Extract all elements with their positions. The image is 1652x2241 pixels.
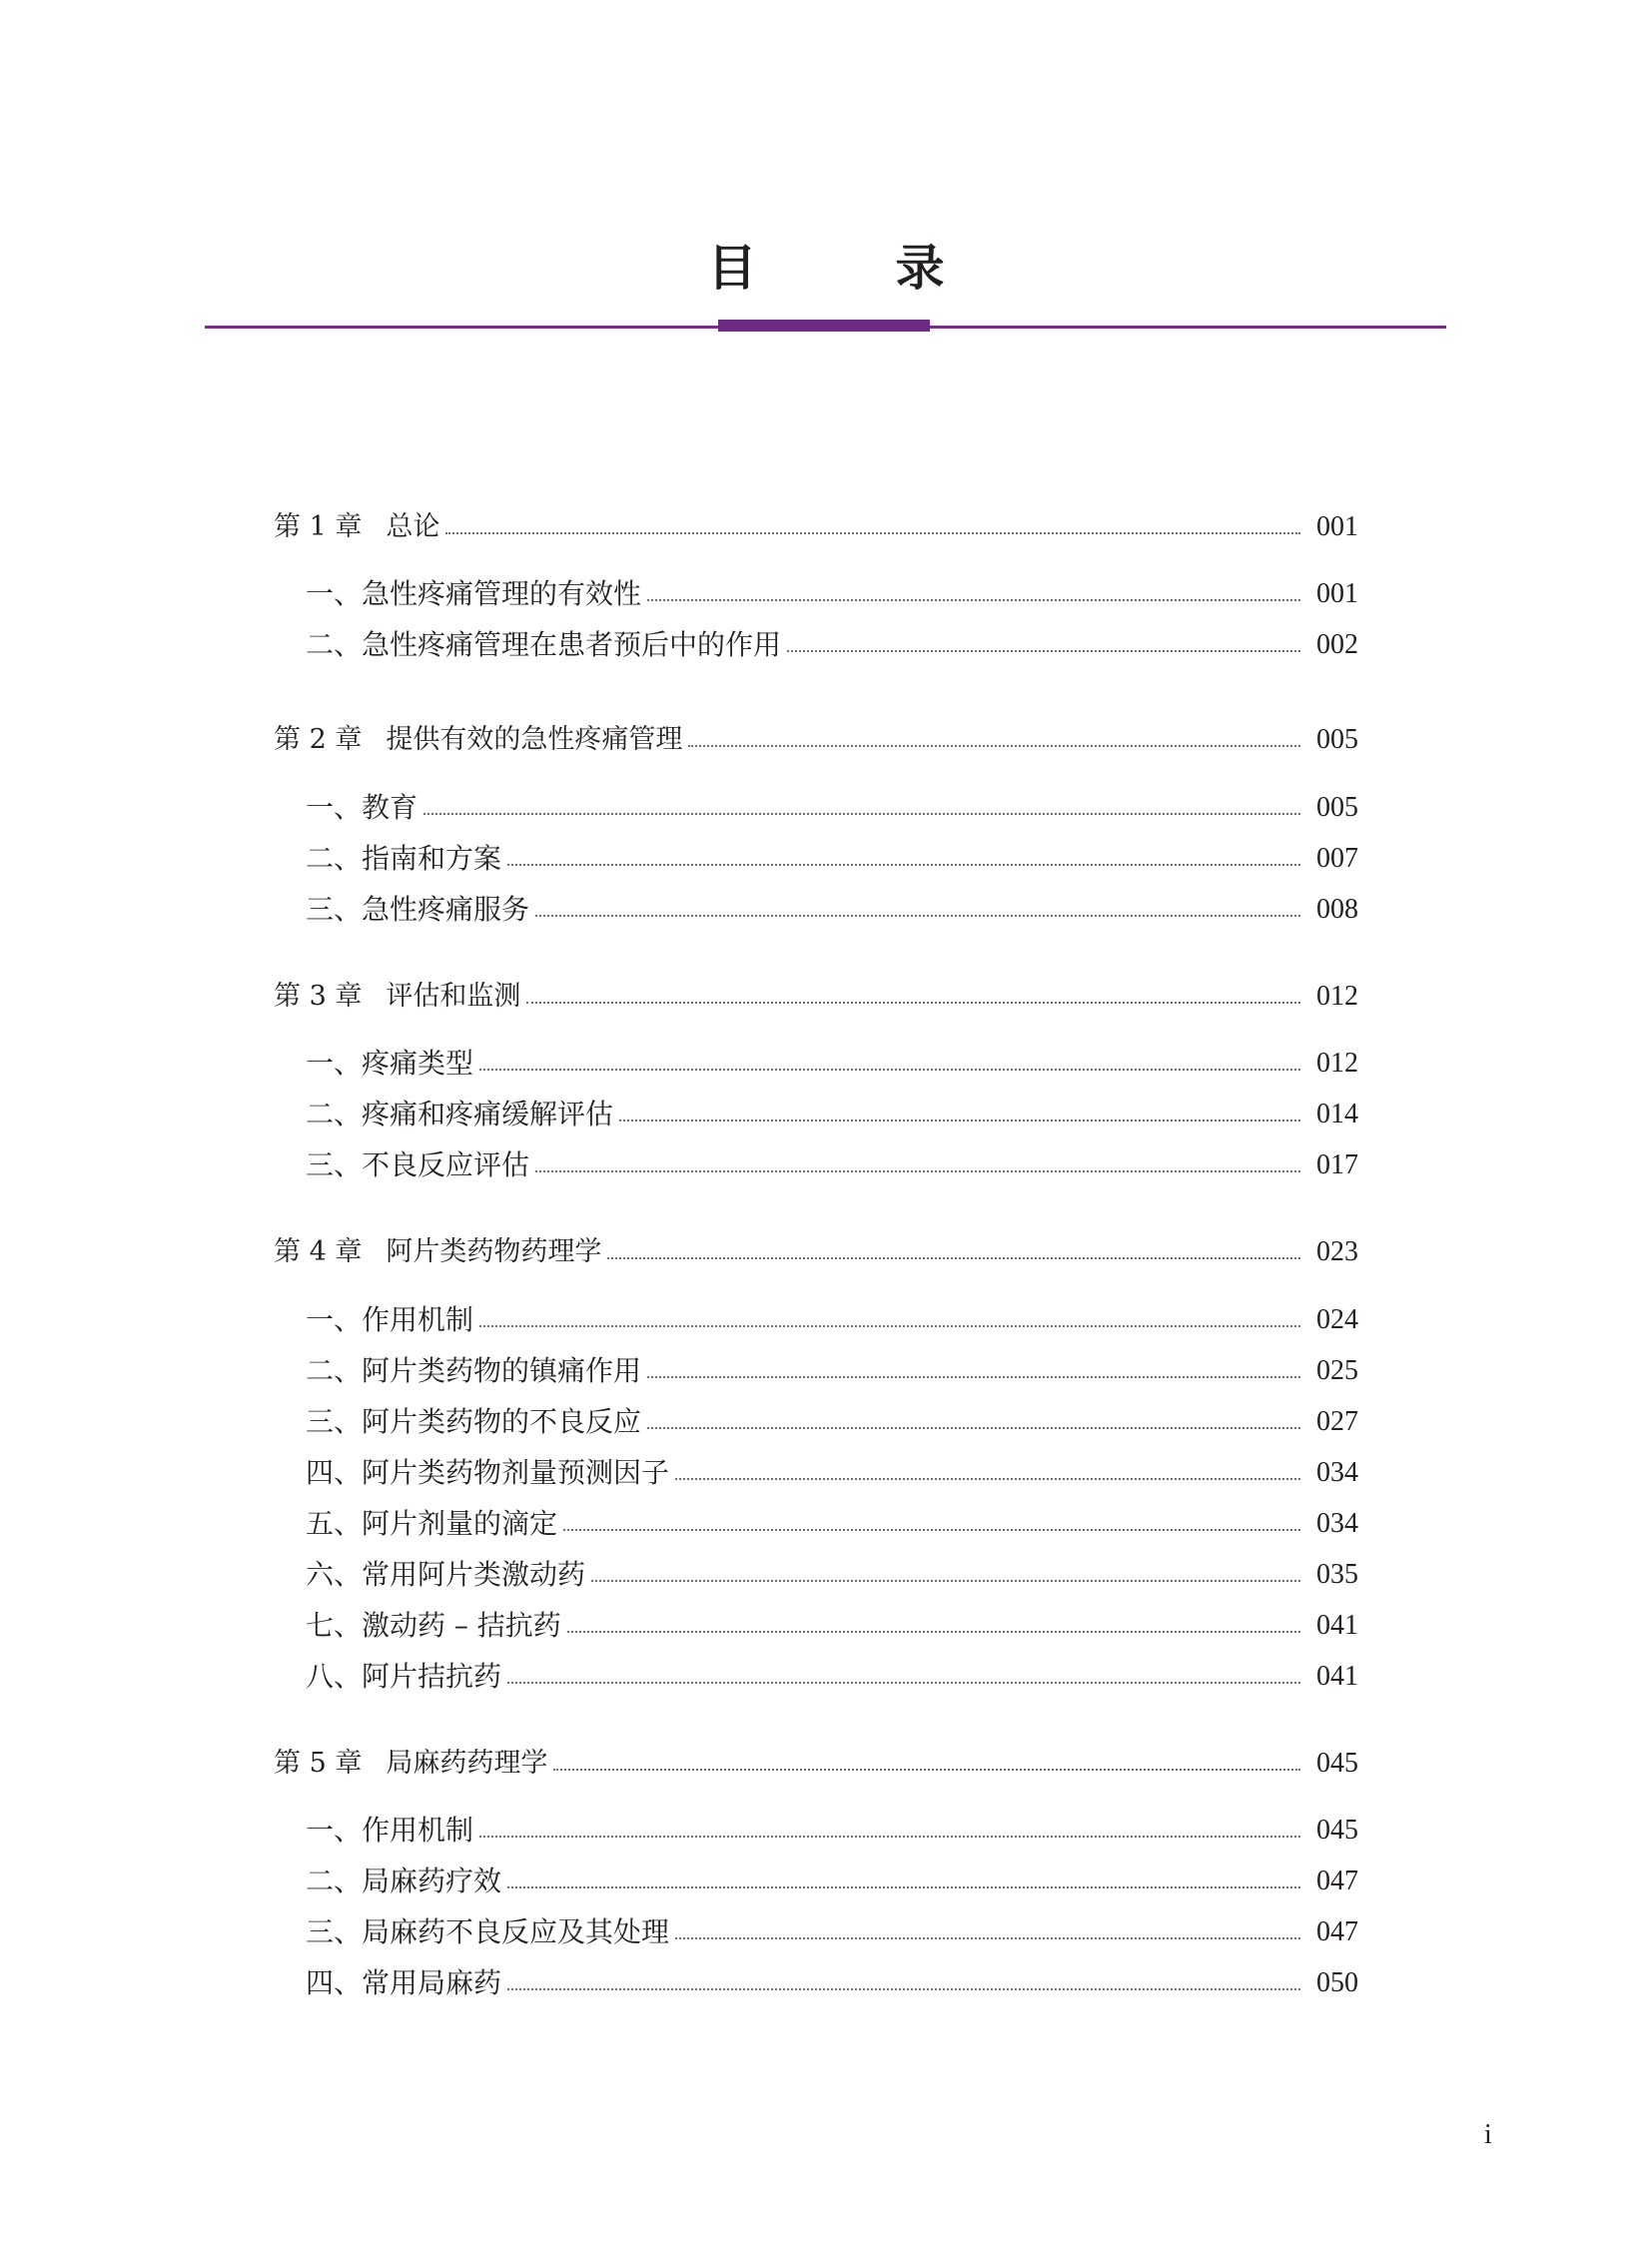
toc-page-number: 045	[1316, 1748, 1358, 1779]
toc-page-number: 005	[1316, 792, 1358, 823]
section-label: 二、急性疼痛管理在患者预后中的作用	[306, 628, 782, 661]
toc-page-number: 012	[1316, 1048, 1358, 1079]
chapter-number: 第 3 章	[274, 981, 363, 1012]
toc-section-entry[interactable]	[0, 619, 1652, 663]
toc-page-number: 014	[1316, 1099, 1358, 1129]
toc-section-entry[interactable]	[0, 1651, 1652, 1695]
chapter-number: 第 4 章	[274, 1236, 363, 1267]
toc-section-entry[interactable]	[0, 1549, 1652, 1593]
dot-leader	[563, 1529, 1300, 1531]
toc-section-entry[interactable]	[0, 1957, 1652, 2001]
toc-page-number: 001	[1316, 511, 1358, 542]
section-label: 一、急性疼痛管理的有效性	[306, 577, 642, 610]
toc-page-number: 035	[1316, 1559, 1358, 1590]
toc-page-number: 024	[1316, 1304, 1358, 1335]
section-label: 一、作用机制	[306, 1303, 474, 1336]
dot-leader	[619, 1120, 1300, 1121]
chapter-label	[0, 509, 439, 545]
chapter-title: 评估和监测	[386, 981, 521, 1012]
section-label: 一、教育	[306, 791, 418, 824]
dot-leader	[675, 1478, 1300, 1480]
dot-leader	[507, 1682, 1300, 1684]
toc-section-entry[interactable]	[0, 1906, 1652, 1950]
toc-section-entry[interactable]	[0, 1600, 1652, 1644]
toc-section-entry[interactable]	[0, 1139, 1652, 1183]
dot-leader	[445, 532, 1300, 534]
toc-section-entry[interactable]	[0, 1447, 1652, 1491]
dot-leader	[535, 1170, 1300, 1172]
dot-leader	[507, 1988, 1300, 1990]
page-title: 目 录	[707, 239, 990, 297]
section-label: 四、阿片类药物剂量预测因子	[306, 1456, 670, 1489]
toc-section-entry[interactable]	[0, 1498, 1652, 1542]
section-label: 四、常用局麻药	[306, 1966, 502, 1999]
dot-leader	[647, 1376, 1300, 1378]
toc-page-number: 041	[1316, 1610, 1358, 1641]
dot-leader	[479, 1069, 1300, 1071]
section-label: 六、常用阿片类激动药	[306, 1558, 586, 1591]
toc-section-entry[interactable]	[0, 1038, 1652, 1082]
toc-chapter-entry[interactable]	[0, 971, 1652, 1015]
chapter-number: 第 1 章	[274, 511, 363, 542]
section-label: 三、阿片类药物的不良反应	[306, 1405, 642, 1438]
chapter-label	[0, 1746, 547, 1782]
toc-section-entry[interactable]	[0, 1396, 1652, 1440]
toc-section-entry[interactable]	[0, 1805, 1652, 1849]
toc-page-number: 034	[1316, 1457, 1358, 1488]
chapter-label	[0, 1234, 601, 1270]
dot-leader	[607, 1257, 1300, 1259]
chapter-title: 总论	[386, 511, 440, 542]
section-label: 二、疼痛和疼痛缓解评估	[306, 1098, 614, 1130]
dot-leader	[647, 599, 1300, 601]
section-label: 五、阿片剂量的滴定	[306, 1507, 558, 1540]
dot-leader	[526, 1002, 1300, 1004]
dot-leader	[591, 1580, 1300, 1582]
section-label: 一、疼痛类型	[306, 1047, 474, 1080]
dot-leader	[423, 813, 1300, 815]
dot-leader	[553, 1769, 1300, 1771]
toc-page-number: 047	[1316, 1916, 1358, 1947]
toc-page-number: 023	[1316, 1236, 1358, 1267]
toc-page-number: 025	[1316, 1355, 1358, 1386]
chapter-title: 阿片类药物药理学	[386, 1236, 602, 1267]
toc-section-entry[interactable]	[0, 568, 1652, 612]
chapter-title: 提供有效的急性疼痛管理	[386, 724, 683, 755]
section-label: 二、局麻药疗效	[306, 1865, 502, 1897]
toc-page-number: 017	[1316, 1149, 1358, 1180]
dot-leader	[507, 864, 1300, 866]
section-label: 三、不良反应评估	[306, 1148, 530, 1181]
dot-leader	[675, 1937, 1300, 1939]
toc-section-entry[interactable]	[0, 1294, 1652, 1338]
section-label: 三、局麻药不良反应及其处理	[306, 1915, 670, 1948]
chapter-number: 第 2 章	[274, 724, 363, 755]
toc-section-entry[interactable]	[0, 833, 1652, 877]
toc-page-number: 012	[1316, 981, 1358, 1012]
page-number: i	[1484, 2119, 1492, 2150]
section-label: 二、指南和方案	[306, 842, 502, 875]
dot-leader	[688, 745, 1300, 747]
toc-page-number: 005	[1316, 724, 1358, 755]
toc-page-number: 002	[1316, 629, 1358, 660]
toc-page-number: 047	[1316, 1866, 1358, 1896]
chapter-label	[0, 979, 520, 1015]
dot-leader	[647, 1427, 1300, 1429]
dot-leader	[535, 915, 1300, 917]
toc-section-entry[interactable]	[0, 884, 1652, 928]
section-label: 三、急性疼痛服务	[306, 893, 530, 926]
section-label: 八、阿片拮抗药	[306, 1660, 502, 1693]
dot-leader	[479, 1836, 1300, 1838]
chapter-title: 局麻药药理学	[386, 1748, 548, 1779]
chapter-number: 第 5 章	[274, 1748, 363, 1779]
toc-chapter-entry[interactable]	[0, 1738, 1652, 1782]
section-label: 一、作用机制	[306, 1814, 474, 1847]
toc-section-entry[interactable]	[0, 782, 1652, 826]
toc-chapter-entry[interactable]	[0, 501, 1652, 545]
toc-page-number: 041	[1316, 1661, 1358, 1692]
toc-section-entry[interactable]	[0, 1345, 1652, 1389]
toc-page-number: 007	[1316, 843, 1358, 874]
toc-page-number: 050	[1316, 1967, 1358, 1998]
toc-section-entry[interactable]	[0, 1856, 1652, 1899]
toc-chapter-entry[interactable]	[0, 714, 1652, 758]
dot-leader	[479, 1325, 1300, 1327]
section-label: 二、阿片类药物的镇痛作用	[306, 1354, 642, 1387]
toc-section-entry[interactable]	[0, 1089, 1652, 1132]
toc-page-number: 027	[1316, 1406, 1358, 1437]
toc-page-number: 034	[1316, 1508, 1358, 1539]
toc-page-number: 001	[1316, 578, 1358, 609]
chapter-label	[0, 722, 682, 758]
dot-leader	[787, 650, 1300, 652]
toc-chapter-entry[interactable]	[0, 1226, 1652, 1270]
section-label: 七、激动药 – 拮抗药	[306, 1609, 561, 1642]
dot-leader	[567, 1631, 1300, 1633]
toc-page-number: 045	[1316, 1815, 1358, 1846]
toc-page-number: 008	[1316, 894, 1358, 925]
dot-leader	[507, 1886, 1300, 1888]
